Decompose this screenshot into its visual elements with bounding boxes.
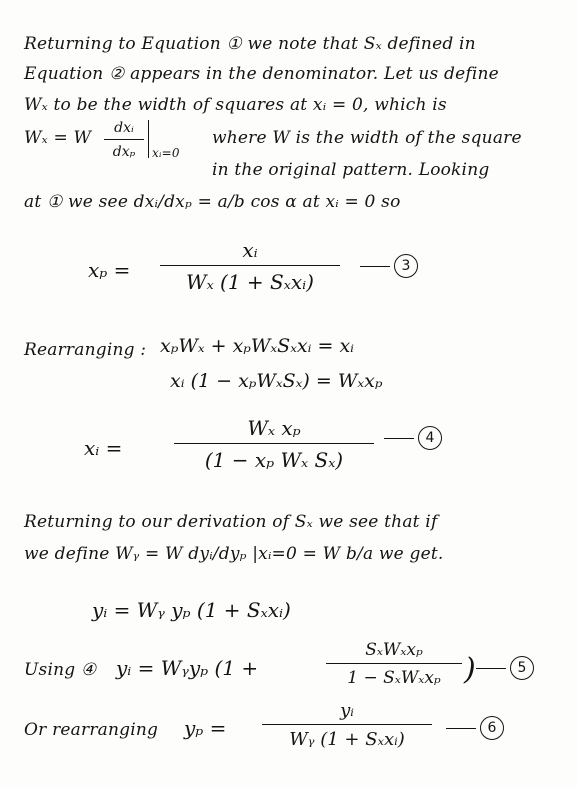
fraction-bar [326, 663, 462, 664]
equation6-label: Or rearranging [24, 720, 159, 740]
equation5-label: Using ④ [24, 660, 97, 680]
equation5-numerator: SₓWₓxₚ [365, 640, 423, 660]
paragraph1-line1: Returning to Equation ① we note that Sₓ defined in [24, 34, 476, 54]
wx-derivative-numerator: dxᵢ [114, 120, 134, 136]
wx-evaluation-point: xᵢ=0 [152, 146, 180, 160]
equation6-tag [446, 716, 504, 740]
equation3-fraction [160, 238, 340, 294]
fraction-bar [262, 724, 432, 725]
equation-number-circle: 5 [510, 656, 534, 680]
rearranging-label: Rearranging : [24, 340, 147, 360]
tag-dash [476, 668, 506, 669]
equation3-tag [360, 254, 418, 278]
equation4-tag [384, 426, 442, 450]
equation5-tag [476, 656, 534, 680]
equation6-lhs: yₚ = [184, 716, 227, 740]
wx-definition-lhs: Wₓ = W [24, 128, 92, 148]
yi-equation: yᵢ = Wᵧ yₚ (1 + Sₓxᵢ) [92, 598, 291, 622]
paragraph1-line2: Equation ② appears in the denominator. Let us define [24, 64, 499, 84]
paragraph1-line6: at ① we see dxᵢ/dxₚ = a/b cos α at xᵢ = 0 so [24, 192, 401, 212]
tag-dash [384, 438, 414, 439]
paragraph1-line4-right: where W is the width of the square [212, 128, 522, 148]
equation5-fraction [326, 640, 462, 688]
fraction-bar [160, 265, 340, 266]
paragraph1-line5: in the original pattern. Looking [212, 160, 490, 180]
wx-derivative-denominator: dxₚ [112, 144, 136, 160]
equation5-close-paren: ) [464, 652, 476, 687]
equation-number-circle: 6 [480, 716, 504, 740]
equation4-denominator: (1 − xₚ Wₓ Sₓ) [204, 448, 344, 472]
paragraph1-line3: Wₓ to be the width of squares at xᵢ = 0, which is [24, 95, 447, 115]
rearranging-line1: xₚWₓ + xₚWₓSₓxᵢ = xᵢ [160, 335, 355, 357]
paragraph2-line2: we define Wᵧ = W dyᵢ/dyₚ |xᵢ=0 = W b/a we get. [24, 544, 444, 564]
equation4-numerator: Wₓ xₚ [247, 416, 301, 440]
wx-derivative-fraction [104, 120, 144, 160]
equation6-numerator: yᵢ [340, 700, 354, 721]
equation4-fraction [174, 416, 374, 472]
equation-number-circle: 3 [394, 254, 418, 278]
tag-dash [446, 728, 476, 729]
tag-dash [360, 266, 390, 267]
equation5-lhs: yᵢ = Wᵧyₚ (1 + [116, 656, 259, 680]
evaluation-bar [148, 120, 149, 158]
equation3-denominator: Wₓ (1 + Sₓxᵢ) [186, 270, 314, 294]
equation5-denominator: 1 − SₓWₓxₚ [347, 668, 441, 688]
equation-number-circle: 4 [418, 426, 442, 450]
equation3-numerator: xᵢ [242, 238, 258, 262]
equation3-lhs: xₚ = [88, 258, 131, 282]
equation4-lhs: xᵢ = [84, 436, 123, 460]
fraction-bar [104, 139, 144, 140]
equation6-denominator: Wᵧ (1 + Sₓxᵢ) [289, 729, 405, 750]
paragraph2-line1: Returning to our derivation of Sₓ we see that if [24, 512, 438, 532]
equation6-fraction [262, 700, 432, 750]
rearranging-line2: xᵢ (1 − xₚWₓSₓ) = Wₓxₚ [170, 370, 383, 392]
fraction-bar [174, 443, 374, 444]
